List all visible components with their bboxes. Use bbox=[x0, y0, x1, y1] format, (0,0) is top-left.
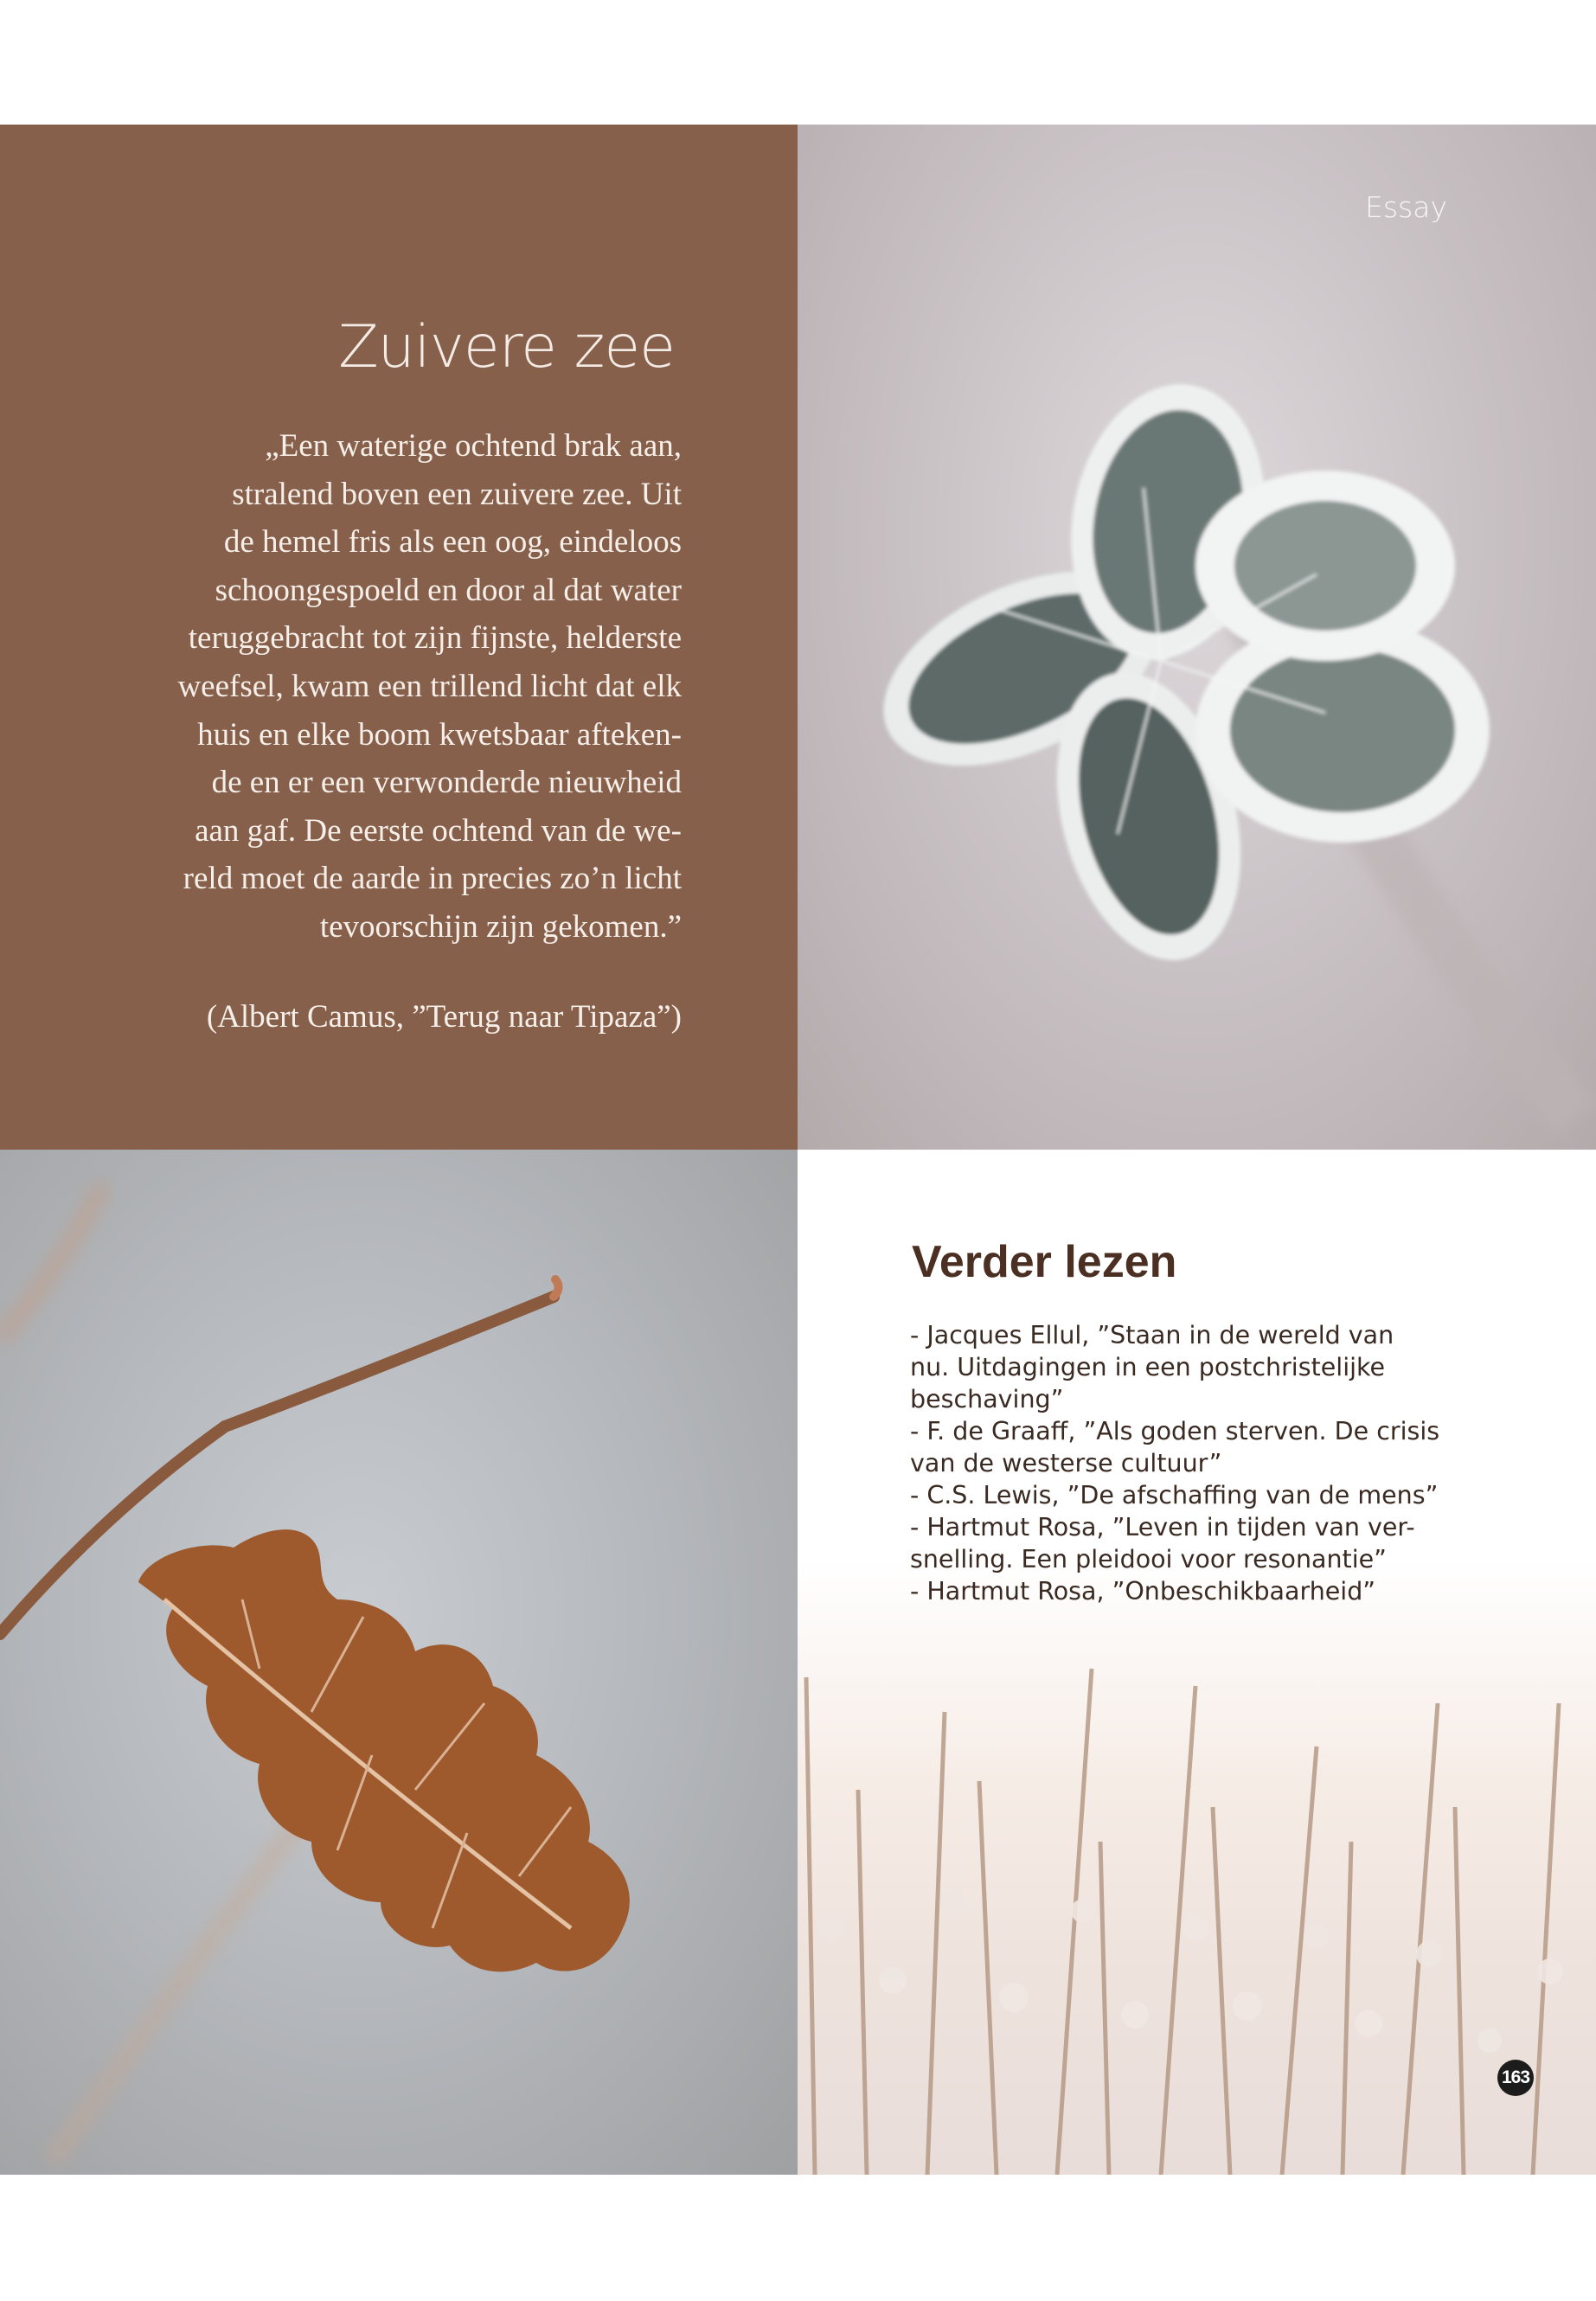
reading-line: nu. Uitdagingen in een postchristelijke bbox=[910, 1353, 1386, 1381]
further-reading-title: Verder lezen bbox=[912, 1237, 1177, 1287]
quote-panel bbox=[0, 125, 798, 1150]
quote-line: de en er een verwonderde nieuwheid bbox=[211, 765, 682, 801]
reading-line: - Hartmut Rosa, ”Leven in tijden van ver- bbox=[910, 1513, 1415, 1541]
frosted-heather-illustration bbox=[798, 1150, 1596, 2175]
quote-line: „Een waterige ochtend brak aan, bbox=[265, 428, 682, 464]
quote-line: schoongespoeld en door al dat water bbox=[215, 572, 682, 608]
page-number: 163 bbox=[1497, 2060, 1534, 2096]
quote-line: stralend boven een zuivere zee. Uit bbox=[232, 476, 682, 512]
reading-item-rosa-onbeschikbaarheid bbox=[910, 1575, 1439, 1607]
quote-line: huis en elke boom kwetsbaar afteken- bbox=[197, 716, 682, 753]
reading-item-ellul bbox=[910, 1319, 1439, 1415]
reading-item-de-graaff bbox=[910, 1415, 1439, 1479]
reading-line: beschaving” bbox=[910, 1385, 1064, 1413]
essay-title: Zuivere zee bbox=[338, 313, 675, 381]
quote-line: tevoorschijn zijn gekomen.” bbox=[319, 908, 682, 945]
reading-item-rosa-versnelling bbox=[910, 1511, 1439, 1575]
quote-line: weefsel, kwam een trillend licht dat elk bbox=[177, 668, 682, 704]
quote-attribution: (Albert Camus, ”Terug naar Tipaza”) bbox=[206, 999, 682, 1035]
quote-line: reld moet de aarde in precies zo’n licht bbox=[183, 861, 682, 897]
oak-leaf-illustration bbox=[0, 1150, 798, 2175]
camus-quote bbox=[76, 422, 682, 952]
quote-line: aan gaf. De eerste ochtend van de we- bbox=[195, 812, 682, 849]
quote-line: teruggebracht tot zijn fijnste, helderste bbox=[188, 620, 682, 657]
reading-line: snelling. Een pleidooi voor resonantie” bbox=[910, 1545, 1387, 1574]
frosted-leaf-illustration bbox=[798, 125, 1596, 1150]
further-reading-list bbox=[910, 1319, 1439, 1607]
reading-item-lewis bbox=[910, 1479, 1439, 1511]
quote-line: de hemel fris als een oog, eindeloos bbox=[223, 524, 682, 561]
frosted-leaf-photo bbox=[798, 125, 1596, 1150]
section-label: Essay bbox=[1365, 190, 1447, 224]
oak-leaf-photo bbox=[0, 1150, 798, 2175]
reading-line: - F. de Graaff, ”Als goden sterven. De crisis bbox=[910, 1417, 1440, 1445]
further-reading-panel bbox=[798, 1150, 1596, 2175]
reading-line: - Jacques Ellul, ”Staan in de wereld van bbox=[910, 1321, 1394, 1349]
reading-line: - C.S. Lewis, ”De afschaffing van de mens” bbox=[910, 1481, 1439, 1509]
reading-line: van de westerse cultuur” bbox=[910, 1449, 1222, 1477]
reading-line: - Hartmut Rosa, ”Onbeschikbaarheid” bbox=[910, 1577, 1376, 1606]
